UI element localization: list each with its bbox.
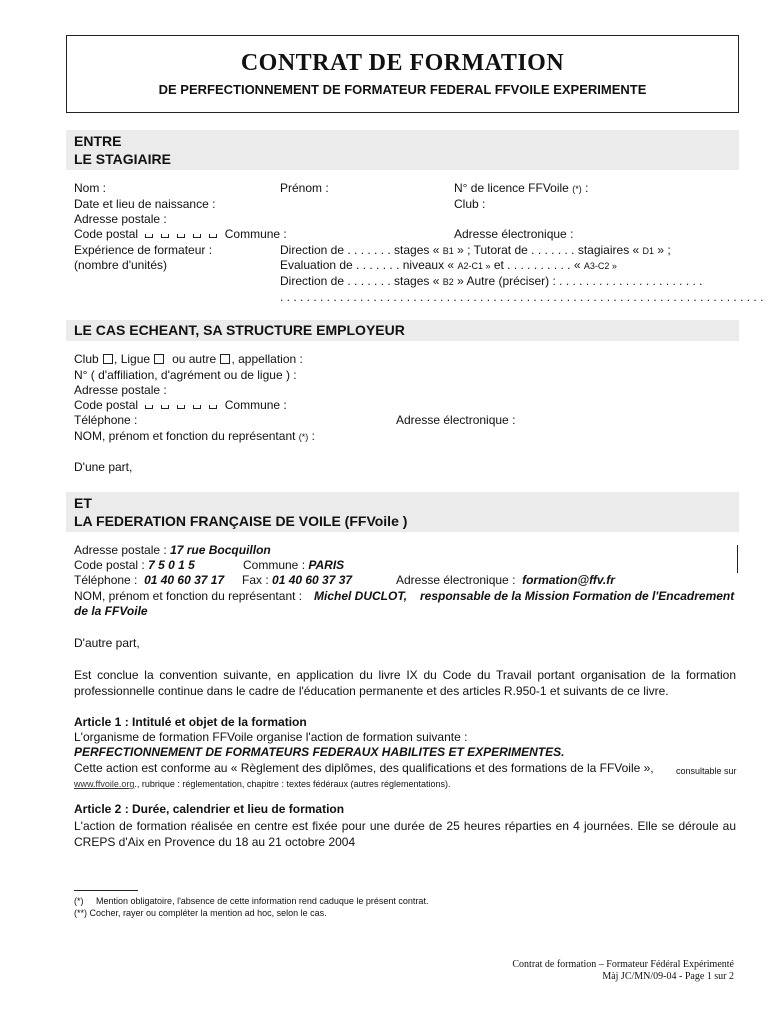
margin-bar	[737, 545, 738, 573]
federation-adresse-row	[74, 543, 271, 558]
convention-paragraph: Est conclue la convention suivante, en application du livre IX du Code du Travail portant organisation de la formation professionnelle continue dans le cadre de l'éducation permanente et des articles R.950-1 et suivants de ce livre.	[74, 668, 736, 698]
label-federation-fax: Fax :	[242, 573, 269, 587]
label-employeur-commune: Commune :	[224, 398, 287, 412]
footnote-2-text: Cocher, rayer ou compléter la mention ad hoc, selon le cas.	[89, 908, 327, 918]
label-employeur-representant: NOM, prénom et fonction du représentant	[74, 429, 296, 443]
autre-checkbox[interactable]	[220, 354, 230, 364]
federation-tel-row	[74, 573, 224, 588]
representant-colon: :	[311, 429, 315, 443]
club-checkbox[interactable]	[103, 354, 113, 364]
code-postal-slots	[141, 227, 221, 241]
heading-entre: ENTRE	[74, 133, 122, 149]
federation-cp-value: 7 5 0 1 5	[148, 558, 195, 572]
label-naissance: Date et lieu de naissance :	[74, 197, 216, 211]
heading-et: ET	[74, 495, 92, 511]
label-adresse: Adresse postale :	[74, 212, 167, 226]
heading-stagiaire: LE STAGIAIRE	[74, 151, 171, 167]
federation-email-link[interactable]: formation@ffv.fr	[522, 573, 615, 587]
heading-federation: LA FEDERATION FRANÇAISE DE VOILE (FFVoile )	[74, 513, 408, 529]
label-prenom: Prénom :	[280, 181, 329, 195]
label-licence-colon: :	[585, 181, 589, 195]
label-licence-text: N° de licence FFVoile	[454, 181, 569, 195]
footnote-1-mark: (*)	[74, 896, 84, 906]
federation-cp-row	[74, 558, 195, 573]
direction1-b: B1	[442, 246, 454, 256]
label-experience: Expérience de formateur :	[74, 243, 213, 257]
footnote-rule	[74, 890, 138, 891]
label-federation-adresse: Adresse postale :	[74, 543, 167, 557]
federation-tel-value: 01 40 60 37 17	[144, 573, 225, 587]
experience-direction2	[280, 274, 703, 290]
label-nom: Nom :	[74, 181, 107, 195]
label-autre: ou autre	[172, 352, 217, 366]
evaluation-b: A2-C1 »	[457, 261, 491, 271]
label-federation-commune: Commune :	[243, 558, 306, 572]
footer-line-1: Contrat de formation – Formateur Fédéral Expérimenté	[512, 959, 734, 970]
dune-part: D'une part,	[74, 460, 133, 474]
article-1-formation-title: PERFECTIONNEMENT DE FORMATEURS FEDERAUX HABILITES ET EXPERIMENTES.	[74, 745, 565, 759]
structure-type-row	[74, 352, 303, 367]
footnote-2	[74, 907, 327, 919]
article-1-consult: consultable sur	[676, 766, 737, 776]
label-federation-email: Adresse électronique :	[396, 573, 516, 587]
article-1-label: Article 1	[74, 715, 122, 729]
article-1-line-3: Cette action est conforme au « Règlement des diplômes, des qualifications et des formations de la FFVoile »,	[74, 761, 654, 775]
employeur-representant-row	[74, 429, 315, 445]
label-club: Club :	[454, 197, 486, 211]
direction1-a: Direction de . . . . . . . stages «	[280, 243, 440, 257]
representant-mandatory-mark: (*)	[298, 432, 309, 442]
federation-rep-label: NOM, prénom et fonction du représentant :	[74, 589, 303, 603]
direction2-a: Direction de . . . . . . . stages «	[280, 274, 440, 288]
footnote-2-mark: (**)	[74, 908, 87, 918]
article-1-rubrique: ., rubrique : réglementation, chapitre : textes fédéraux (autres réglementations).	[134, 779, 451, 789]
footer-line-2: Màj JC/MN/09-04 - Page 1 sur 2	[602, 971, 734, 982]
federation-email-row	[396, 573, 615, 588]
code-postal-row	[74, 227, 287, 242]
label-appellation: , appellation :	[231, 352, 303, 366]
label-employeur-telephone: Téléphone :	[74, 413, 138, 427]
federation-fax-row	[242, 573, 352, 588]
section-stagiaire-header	[66, 130, 739, 170]
heading-employeur: LE CAS ECHEANT, SA STRUCTURE EMPLOYEUR	[74, 322, 405, 338]
article-1-title: : Intitulé et objet de la formation	[124, 715, 307, 729]
evaluation-c: et . . . . . . . . . . «	[493, 258, 581, 272]
experience-dots-line: . . . . . . . . . . . . . . . . . . . . . . . . . . . . . . . . . . . . . . . . . . . . . . . . . . . . . . . . . . . . . . . . . . . . . . . . .	[280, 290, 764, 304]
article-2-text: L'action de formation réalisée en centre est fixée pour une durée de 25 heures réparties en 4 journées. Elle se déroule au CREPS d'Aix en Provence du 18 au 21 octobre 2004	[74, 819, 736, 849]
label-email: Adresse électronique :	[454, 227, 574, 241]
direction2-b: B2	[442, 277, 454, 287]
federation-rep-role-2: de la FFVoile	[74, 604, 148, 618]
evaluation-a: Evaluation de . . . . . . . niveaux «	[280, 258, 455, 272]
article-1-heading	[74, 715, 307, 730]
evaluation-d: A3-C2 »	[583, 261, 617, 271]
ligue-checkbox[interactable]	[154, 354, 164, 364]
federation-commune-value: PARIS	[308, 558, 345, 572]
experience-evaluation	[280, 258, 617, 274]
article-1-rubrique-row	[74, 777, 451, 792]
federation-commune-row	[243, 558, 344, 573]
label-commune: Commune :	[224, 227, 287, 241]
label-federation-tel: Téléphone :	[74, 573, 138, 587]
label-ligue: , Ligue	[114, 352, 151, 366]
label-federation-cp: Code postal :	[74, 558, 145, 572]
article-2-heading: Article 2 : Durée, calendrier et lieu de formation	[74, 802, 345, 816]
employeur-code-postal-row	[74, 398, 287, 413]
label-affiliation: N° ( d'affiliation, d'agrément ou de ligue ) :	[74, 368, 297, 382]
label-code-postal: Code postal	[74, 227, 139, 241]
title-box	[66, 35, 739, 113]
label-unites: (nombre d'unités)	[74, 258, 167, 272]
direction1-e: » ;	[657, 243, 671, 257]
label-club-type: Club	[74, 352, 99, 366]
experience-direction1	[280, 243, 671, 259]
federation-fax-value: 01 40 60 37 37	[272, 573, 353, 587]
footnote-1-text: Mention obligatoire, l'absence de cette information rend caduque le présent contrat.	[96, 896, 429, 906]
direction1-c: » ; Tutorat de . . . . . . . stagiaires «	[457, 243, 640, 257]
document-subtitle: DE PERFECTIONNEMENT DE FORMATEUR FEDERAL FFVOILE EXPERIMENTE	[158, 82, 647, 97]
direction2-c: » Autre (préciser) : . . . . . . . . . . . . . . . . . . . . . .	[457, 274, 703, 288]
document-title: CONTRAT DE FORMATION	[240, 50, 565, 76]
label-employeur-code-postal: Code postal	[74, 398, 139, 412]
mandatory-mark: (*)	[572, 184, 582, 194]
label-employeur-adresse: Adresse postale :	[74, 383, 167, 397]
label-employeur-email: Adresse électronique :	[396, 413, 516, 427]
direction1-d: D1	[642, 246, 655, 256]
section-federation-header	[66, 492, 739, 532]
dautre-part: D'autre part,	[74, 636, 140, 650]
ffvoile-link[interactable]: www.ffvoile.org	[74, 779, 135, 789]
article-1-line-1: L'organisme de formation FFVoile organise l'action de formation suivante :	[74, 730, 468, 744]
federation-rep-name: Michel DUCLOT,	[314, 589, 408, 603]
label-licence	[454, 181, 588, 197]
federation-rep-role: responsable de la Mission Formation de l'Encadrement	[420, 589, 735, 603]
employeur-code-postal-slots	[141, 398, 221, 412]
footnote-1	[74, 895, 428, 907]
section-employeur-header	[66, 320, 739, 341]
federation-adresse-value: 17 rue Bocquillon	[170, 543, 271, 557]
